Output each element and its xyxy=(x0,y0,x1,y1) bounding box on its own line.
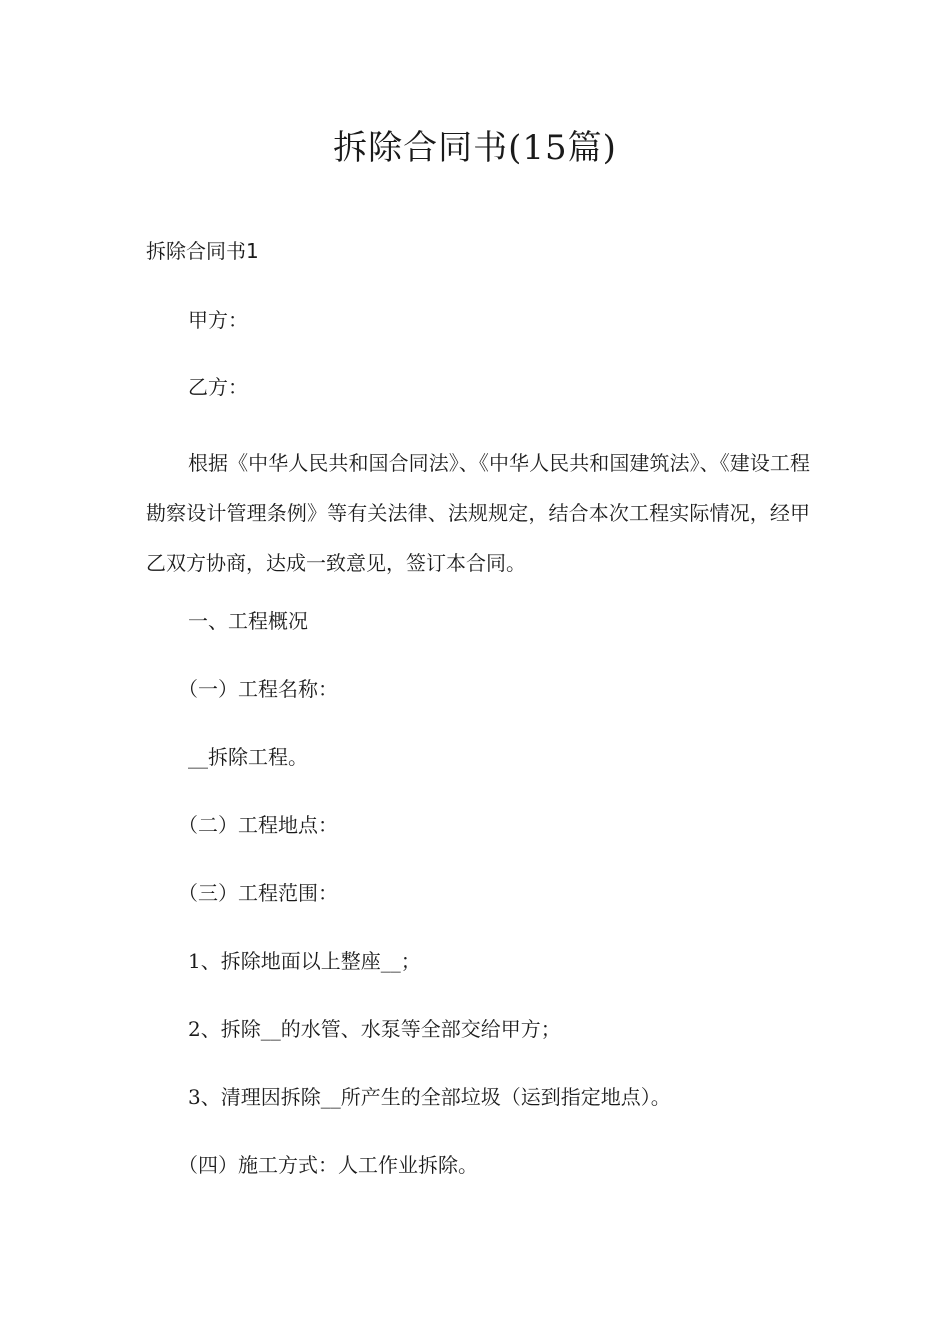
scope-item-2: 2、拆除__的水管、水泵等全部交给甲方； xyxy=(188,1017,561,1041)
scope-item-1: 1、拆除地面以上整座__； xyxy=(188,949,421,973)
heading-project-overview: 一、工程概况 xyxy=(188,609,308,633)
party-b-line: 乙方： xyxy=(188,375,248,399)
project-name-label: （一）工程名称： xyxy=(178,677,338,701)
document-title: 拆除合同书(15篇) xyxy=(333,128,617,168)
intro-paragraph: 根据《中华人民共和国合同法》、《中华人民共和国建筑法》、《建设工程勘察设计管理条例》等有关法律、法规规定，结合本次工程实际情况，经甲乙双方协商，达成一致意见，签订本合同。 xyxy=(146,451,810,575)
party-a-line: 甲方： xyxy=(188,308,248,332)
section-title: 拆除合同书1 xyxy=(146,239,259,263)
scope-item-3: 3、清理因拆除__所产生的全部垃圾（运到指定地点）。 xyxy=(188,1085,671,1109)
project-location-label: （二）工程地点： xyxy=(178,813,338,837)
construction-method-line: （四）施工方式：人工作业拆除。 xyxy=(178,1153,478,1177)
project-scope-label: （三）工程范围： xyxy=(178,881,338,905)
project-name-value: __拆除工程。 xyxy=(188,745,308,769)
